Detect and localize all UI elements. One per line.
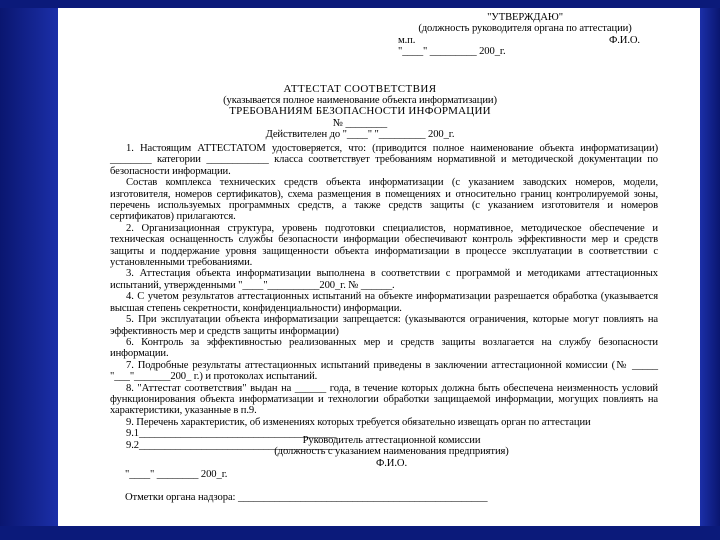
bottom-decor-bar — [0, 526, 720, 540]
signature-date: "____" ________ 200_г. — [125, 469, 228, 481]
commission-position: (должность с указанием наименования предприятия) — [274, 446, 509, 458]
top-decor-bar — [0, 0, 720, 8]
commission-head: Руководитель аттестационной комиссии — [302, 435, 481, 446]
paragraph-5: 5. При эксплуатации объекта информатизации запрещается: (указываются ограничения, которые могут повлиять на эффективность мер и средств защиты информации) — [110, 314, 658, 337]
approval-date: "____" _________ 200_г. — [398, 46, 506, 58]
paragraph-7: 7. Подробные результаты аттестационных испытаний приведены в заключении аттестационной комиссии (№ _____ "___"_______200_ г.) и протоколах испытаний. — [110, 359, 658, 383]
list-item: 9.2______________________________________ — [126, 439, 337, 451]
paragraph-4: 4. С учетом результатов аттестационных испытаний на объекте информатизации разрешается обработка (указывается высшая степень секретности, конфиденциальности) информации. — [110, 291, 658, 314]
approval-position: (должность руководителя органа по аттестации) — [418, 23, 632, 35]
paragraph-2: 2. Организационная структура, уровень подготовки специалистов, нормативное, методическое обеспечение и техническая оснащенность службы безопасности информации обеспечивают контроль эффективности мер и средств защиты и поддержание уровня защищенности объекта информатизации в процессе эксплуатации в соответствии с установленными требованиями. — [110, 222, 658, 269]
title-block — [170, 84, 550, 140]
valid-until: Действителен до "____" "_________ 200_г. — [265, 128, 455, 140]
paragraph-9: 9. Перечень характеристик, об изменениях которых требуется обязательно извещать орган по аттестации — [126, 416, 591, 428]
certificate-body — [110, 143, 658, 451]
paragraph-6: 6. Контроль за эффективностью реализованных мер и средств защиты возлагается на службу безопасности информации. — [110, 336, 658, 360]
certificate-document — [110, 12, 658, 514]
list-item: 9.1______________________________________ — [126, 428, 337, 440]
left-decor-bar — [0, 0, 58, 540]
commission-fio: Ф.И.О. — [375, 457, 408, 469]
supervision-marks: Отметки органа надзора: ________________________________________________ — [125, 491, 488, 503]
requirements-title: ТРЕБОВАНИЯМ БЕЗОПАСНОСТИ ИНФОРМАЦИИ — [229, 105, 491, 118]
signature-block — [125, 435, 658, 503]
approval-mp-row — [392, 35, 658, 46]
certificate-title: АТТЕСТАТ СООТВЕТСТВИЯ — [283, 83, 437, 95]
approval-fio: Ф.И.О. — [608, 34, 640, 46]
certificate-number: № ________ — [332, 117, 388, 129]
paragraph-composition: Состав комплекса технических средств объекта информатизации (с указанием заводских номеров, модели, изготовителя, номеров сертификатов), схема размещения в помещениях и относительно границ контролируемой зоны, перечень используемых программных средств, а также средств защиты (с указанием изготовителя и номеров сертификатов) прилагаются. — [110, 177, 658, 223]
right-decor-bar — [700, 0, 720, 540]
object-name-hint: (указывается полное наименование объекта информатизации) — [223, 95, 497, 107]
paragraph-8: 8. "Аттестат соответствия" выдан на ______ года, в течение которых должна быть обеспечена неизменность условий функционирования объекта информатизации и технологии обработки защищаемой информации, могущих повлиять на характеристики, указанные в п.9. — [110, 382, 658, 417]
paragraph-1: 1. Настоящим АТТЕСТАТОМ удостоверяется, что: (приводится полное наименование объекта информатизации) ________ категории ____________ класса соответствует требованиям нормативной и методической документации по безопасности информации. — [110, 143, 658, 177]
approval-block — [392, 12, 658, 58]
paragraph-3: 3. Аттестация объекта информатизации выполнена в соответствии с программой и методиками аттестационных испытаний, утвержденными "____"__________200_г. № ______. — [110, 268, 658, 291]
approval-stamp: "УТВЕРЖДАЮ" — [487, 12, 563, 23]
approval-mp: м.п. — [398, 34, 416, 46]
